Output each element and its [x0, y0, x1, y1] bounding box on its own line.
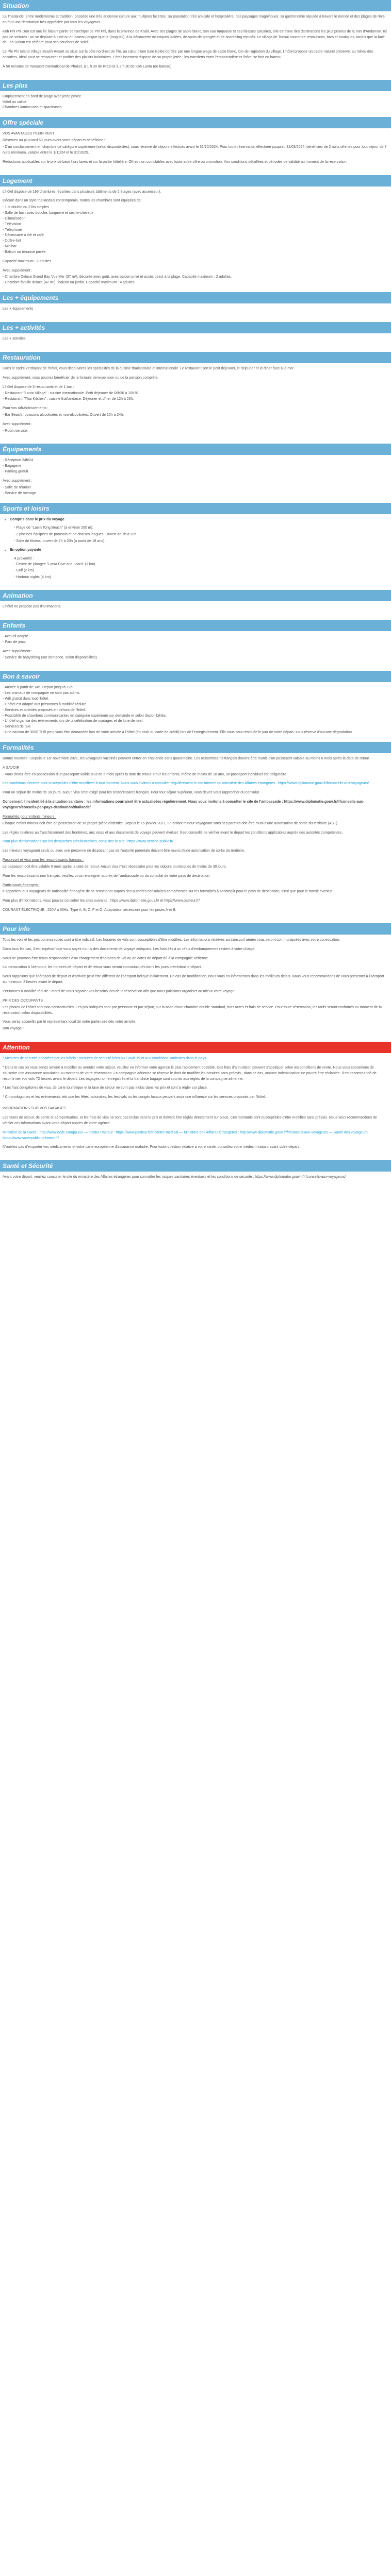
bon-a-savoir-item: - Arrivée à partir de 14h. Départ jusqu'à 12h.: [3, 686, 74, 690]
bon-a-savoir-item: - Wifi gratuit dans tout l'hôtel.: [3, 697, 50, 701]
logement-feature: - 1 lit double ou 2 lits simples: [3, 206, 49, 210]
logement-feature: - Nécessaire à thé et café: [3, 233, 44, 238]
les-plus-item: Hôtel au calme: [3, 100, 27, 104]
equipements-supplement-label: Avec supplément :: [3, 479, 32, 483]
sports-paid-item: - Golf (2 km).: [14, 569, 35, 573]
formalites-paragraph: - Vous devez être en possession d'un passeport valide plus de 6 mois après la date de retour. Pour les enfants, même de moins de 18 ans, un passeport individuel est obligatoire.: [3, 772, 287, 776]
section-les-plus-activites: [0, 333, 391, 352]
attention-paragraph: * Chronologiques et les événements tels que les fêtes nationales, les festivals ou les congés locaux peuvent avoir une influence sur les services proposés par l'hôtel.: [3, 1095, 266, 1099]
situation-paragraph-4: À 50 minutes de transport international de Phuket, à 1 h 30 de Krabi et à 2 h 30 de Koh Lanta (en bateau).: [3, 64, 173, 69]
section-title-les-plus: Les plus: [0, 80, 391, 91]
section-attention: [0, 1053, 391, 1160]
section-bon-a-savoir: [0, 682, 391, 742]
attention-bagages-heading: INFORMATIONS SUR VOS BAGAGES: [3, 1107, 66, 1111]
formalites-a-savoir: À SAVOIR: [3, 766, 20, 770]
offre-heading: VOS AVANTAGES PLEIN VENT: [3, 132, 55, 136]
formalites-paragraph: Le passeport doit être valable 6 mois après la date de retour. Aucun visa n'est nécessaire pour les séjours touristiques de moins de 30 jours.: [3, 865, 227, 869]
pour-info-heading: PRIX DES OCCUPANTS: [3, 998, 43, 1003]
restauration-paragraph-4: Pour vos rafraîchissements :: [3, 406, 48, 411]
offre-paragraph-1: Réservez au plus tard 60 jours avant votre départ et bénéficiez :: [3, 139, 105, 143]
section-les-plus: [0, 91, 391, 117]
section-restauration: [0, 363, 391, 444]
pour-info-paragraph: Dans tous les cas, il est impératif que vous soyez munis des documents de voyage adéquats. Les frais liés à un refus d'embarquement restent à votre charge.: [3, 947, 256, 951]
section-title-bon-a-savoir: Bon à savoir: [0, 671, 391, 682]
section-pour-info: [0, 935, 391, 1042]
formalites-paragraph: Bonne nouvelle ! Depuis le 1er novembre 2021, les voyageurs vaccinés peuvent entrer en Thaïlande sans quarantaine. Les ressortissants français doivent être munis d'un passeport valable au moins 6 mois après la date de retour.: [3, 756, 370, 760]
section-title-les-plus-equipements: Les + équipements: [0, 292, 391, 303]
formalites-paragraph: Pour les ressortissants non français, veuillez vous renseigner auprès de l'ambassade ou du consulat de votre pays de destination.: [3, 874, 210, 878]
equipement-item: - Bagagerie: [3, 464, 22, 468]
section-title-logement: Logement: [0, 175, 391, 187]
les-plus-activites-text: Les + activités: [3, 337, 26, 341]
sports-paid-item: - Harbour sights (4 km).: [14, 575, 52, 580]
logement-feature: - Salle de bain avec douche, baignoire et sèche-cheveux: [3, 211, 93, 215]
formalites-paragraph: Pour plus d'informations, vous pouvez consulter les sites suivants : https://www.diplomatie.gouv.fr/ et https://www.pasteur.fr/: [3, 899, 200, 903]
formalites-paragraph: Il appartient aux voyageurs de nationalité étrangère de se renseigner auprès des autorités consulaires compétentes sur les formalités à accomplir pour le pays de destination, ainsi que pour le transit éventuel.: [3, 890, 335, 894]
section-title-attention: Attention: [0, 1042, 391, 1053]
logement-paragraph-2: Décoré dans un style thaïlandais contemporain, toutes les chambres sont équipées de :: [3, 199, 143, 203]
pour-info-paragraph: Les photos de l'hôtel sont non contractuelles. Les prix indiqués sont par personne et par séjour, sur la base d'une chambre double standard, hors taxes et frais de service. Pour toute réservation, les tarifs seront confirmés au moment de la réservation selon disponibilités.: [3, 1005, 382, 1015]
sante-paragraph: Avant votre départ, veuillez consulter le site du ministère des Affaires étrangères pour connaître les risques sanitaires éventuels et les conditions de sécurité : https://www.diplomatie.gouv.fr/fr/conseils-aux-voyageurs/: [3, 1175, 346, 1179]
pour-info-paragraph: La convocation à l'aéroport, les horaires de départ et de retour vous seront communiqués dans les jours précédant le départ.: [3, 965, 202, 970]
pour-info-paragraph: Nous ne pouvons être tenus responsables d'un changement d'horaires de vol ou de dates de départ dû à la compagnie aérienne.: [3, 956, 209, 960]
bon-a-savoir-item: - L'hôtel organise des événements lors de la célébration de mariages et de lune de miel.: [3, 719, 143, 723]
section-sports-loisirs: [0, 514, 391, 590]
enfants-babysitting: - Service de babysitting (sur demande, selon disponibilités).: [3, 656, 98, 660]
bon-a-savoir-item: - Services de taxi.: [3, 725, 31, 729]
bon-a-savoir-item: - Possibilité de chambres communicantes en catégorie supérieure sur demande et selon disponibilités.: [3, 714, 167, 718]
les-plus-equipements-text: Les + équipements: [3, 307, 34, 311]
restauration-paragraph-1: Dans le cadre verdoyant de l'hôtel, vous découvrirez les spécialités de la cuisine thaïlandaise et internationale. Le restaurant sert le petit déjeuner, le déjeuner et le dîner face à la mer.: [3, 366, 295, 370]
restauration-paragraph-2: Avec supplément, vous pourrez bénéficier de la formule demi-pension ou de la pension complète.: [3, 376, 159, 380]
section-les-plus-equipements: [0, 303, 391, 322]
logement-supplement-label: Avec supplément :: [3, 268, 32, 273]
logement-feature: - Climatisation: [3, 216, 26, 221]
sports-included-heading: • Compris dans le prix du voyage: [10, 517, 388, 523]
attention-paragraph: N'oubliez pas d'emporter vos médicaments et votre carte européenne d'assurance maladie. Pour toute question relative à votre santé, consultez votre médecin traitant avant votre départ.: [3, 1145, 300, 1149]
section-offre-speciale: [0, 128, 391, 175]
equipement-paid-item: - Service de ménage: [3, 491, 36, 495]
equipement-paid-item: - Salle de réunion: [3, 485, 31, 489]
attention-paragraph: * Les frais obligatoires de visa, de carte touristique et la taxe de séjour ne sont pas inclus dans les prix et sont à régler sur place.: [3, 1086, 208, 1090]
animation-text: L'hôtel ne propose pas d'animations.: [3, 605, 61, 609]
logement-feature: - Télévision: [3, 222, 21, 226]
formalites-foreigners-heading: Participants étrangers :: [3, 883, 40, 887]
sports-included-item: - Plage de "Laem Tong Beach" (à environ 200 m).: [14, 526, 93, 530]
logement-option-2: - Chambre famille deluxe (42 m²) : balcon ou jardin. Capacité maximum : 4 adultes.: [3, 281, 136, 285]
restauration-supplement-label: Avec supplément :: [3, 422, 32, 426]
section-logement: [0, 187, 391, 293]
situation-paragraph-1: La Thaïlande, entre modernisme et tradition, possède une très ancienne culture aux multiples facettes. Sa population très amicale et hospitalière, des paysages magnifiques, sa gastronomie réputée à travers le monde et des plages de rêve en font une destination très appréciée par tous les voyageurs.: [3, 15, 385, 24]
pour-info-paragraph: Nous rappelons que l'aéroport de départ et d'arrivée peut être différent de l'aéroport indiqué initialement. En cas de modification, nous vous en informerons dans les meilleurs délais. Nous vous recommandons de vous présenter à l'aéroport au minimum 3 heures avant le départ.: [3, 975, 384, 985]
section-sante-securite: [0, 1172, 391, 1190]
section-title-sports-loisirs: Sports et loisirs: [0, 503, 391, 514]
section-title-restauration: Restauration: [0, 352, 391, 363]
restaurant-item: - Restaurant "Lanta Village" : cuisine internationale. Petit déjeuner de 06h30 à 10h30.: [3, 392, 139, 396]
sports-included-item: - Salle de fitness, ouvert de 7h à 20h (à partir de 18 ans).: [14, 539, 106, 544]
les-plus-item: Chambres lumineuses et spacieuses: [3, 106, 62, 110]
offre-paragraph-2: - D'un surclassement en chambre de catégorie supérieure (selon disponibilités), sous réserve de séjours effectués avant le 31/10/2024. Pour toute réservation effectuée jusqu'au 31/03/2024, bénéficiez de 2 nuits offertes pour tout séjour de 7 nuits minimum, valable entre le 1/11/24 et le 31/10/25.: [3, 145, 387, 155]
equipement-item: - Réception 24h/24: [3, 459, 34, 463]
formalites-paragraph: Chaque enfant mineur doit être en possession de sa propre pièce d'identité. Depuis le 15 janvier 2017, un enfant mineur voyageant sans ses parents doit être muni d'une autorisation de sortie du territoire (AST).: [3, 821, 338, 825]
restaurant-item: - Restaurant "Thai Kitchen" : cuisine thaïlandaise. Déjeuner et dîner de 12h à 23h.: [3, 397, 134, 401]
restauration-room-service: - Room service.: [3, 429, 28, 433]
formalites-paragraph: Les règles relatives au franchissement des frontières, aux visas et aux documents de voyage peuvent évoluer. Il est conseillé de vérifier avant le départ les conditions applicables auprès des autorités compétentes.: [3, 831, 343, 835]
situation-paragraph-2: Koh Phi Phi Don est une île faisant partie de l'archipel de Phi Phi, dans la province de Krabi. Avec ses plages de sable blanc, son eau turquoise et ses falaises calcaires, elle est l'une des destinations les plus prisées de la mer d'Andaman. Ici pas de voitures : on se déplace à pied ou en bateau longue-queue (long tail), à la découverte de criques isolées, de spots de plongée et de snorkeling réputés. Le village de Tonsai concentre restaurants, bars et boutiques, tandis que la baie de Loh Dalum est célèbre pour ses couchers de soleil.: [3, 29, 387, 45]
sports-paid-item: - Centre de plongée "Lanta Dive and Learn" (1 km).: [14, 562, 96, 566]
situation-paragraph-3: Le Phi Phi Island Village Beach Resort se situe sur la côte nord-est de l'île, au cœur d'une baie isolée bordée par une longue plage de sable blanc, loin de l'agitation du village. L'hôtel propose un cadre naturel préservé, au milieu des cocotiers, idéal pour se ressourcer et profiter des plaisirs balnéaires. L'établissement dispose de sa propre jetée ; les transferts entre l'embarcadère et l'hôtel se font en bateau.: [3, 50, 373, 60]
logement-option-1: - Chambre Deluxe Grand Bay Vue Mer (37 m²), décorée avec goût, avec balcon privé et accès direct à la plage. Capacité maximum : 2 adultes.: [3, 275, 232, 279]
product-sheet: [0, 0, 391, 1190]
section-animation: [0, 601, 391, 620]
enfants-item: - Accueil adapté.: [3, 634, 29, 638]
attention-health-links[interactable]: Ministère de la Santé : http://www.ecdc.europa.eu/ — Institut Pasteur : https://www.pasteur.fr/fr/centre-medical — Ministère des Affaires Étrangères : http://www.diplomatie.gouv.fr/fr/conseils-aux-voyageurs — Santé des voyageurs : https://www.santepubliquefrance.fr/: [3, 1130, 370, 1140]
equipement-item: - Parking gratuit: [3, 470, 28, 474]
formalites-covid-notice: Concernant l'incident lié à la situation sanitaire : les informations pourraient être actualisées régulièrement. Nous vous invitons à consulter le site de l'ambassade : https://www.diplomatie.gouv.fr/fr/conseils-aux-voyageurs/conseils-par-pays-destination/thailande/: [3, 800, 364, 809]
formalites-paragraph: Pour un séjour de moins de 30 jours, aucun visa n'est exigé pour les ressortissants français. Pour tout séjour supérieur, vous devez vous rapprocher du consulat.: [3, 791, 260, 795]
section-enfants: [0, 631, 391, 671]
section-title-sante-securite: Santé et Sécurité: [0, 1160, 391, 1172]
attention-paragraph: * Dans le cas où vous seriez amené à modifier ou annuler votre séjour, veuillez en informer votre agence le plus rapidement possible. Des frais d'annulation peuvent s'appliquer selon les conditions de vente. Nous vous conseillons de souscrire une assurance annulation au moment de votre réservation. La compagnie aérienne se réserve le droit de modifier les horaires sans préavis ; dans ce cas, aucune indemnisation ne pourra être réclamée. Il est recommandé de reconfirmer vos vols 72 heures avant le départ. Les bagages non enregistrés et la franchise bagage sont soumis aux règles de la compagnie aérienne.: [3, 1065, 377, 1081]
attention-paragraph: Les taxes de séjour, de sortie et aéroportuaires, et les frais de visa ne sont pas inclus dans le prix et doivent être réglés directement sur place. Ces montants sont susceptibles d'être modifiés sans préavis. Nous vous recommandons de vérifier ces informations avant votre départ auprès de votre agence.: [3, 1115, 377, 1125]
section-title-equipements: Équipements: [0, 444, 391, 455]
offre-paragraph-3: Réductions applicables sur le prix de base hors taxes et sur la partie hôtelière. Offres non cumulables avec toute autre offre ou promotion. Voir conditions détaillées et périodes de validité au moment de la réservation.: [3, 160, 348, 164]
section-situation: [0, 11, 391, 80]
bon-a-savoir-item: - Une caution de 3000 THB peut vous être demandée lors de votre arrivée à l'hôtel (en cash ou carte de crédit) lors de l'enregistrement. Elle vous sera restituée le jour de votre départ, sous réserve d'aucune dégradation.: [3, 731, 353, 735]
formalites-electricity: COURANT ÉLECTRIQUE : 220V à 50Hz. Type A, B, C, F et O. Adaptateur nécessaire pour les prises A et B.: [3, 908, 176, 912]
formalites-passport-heading: Passeport et Visa pour les ressortissants français :: [3, 858, 84, 862]
sports-nearby-label: A proximité :: [14, 556, 34, 561]
logement-feature: - Balcon ou terrasse privée: [3, 250, 46, 254]
pour-info-paragraph: Tous les vols et les prix communiqués sont à titre indicatif. Les horaires de vols sont susceptibles d'être modifiés. Les informations relatives au transport aérien vous seront communiquées avec votre convocation.: [3, 938, 340, 942]
attention-covid-link[interactable]: * Mesures de sécurité adoptées par les hôtels : mesures de sécurité liées au Covid-19 et aux conditions sanitaires dans le pays.: [3, 1057, 207, 1061]
formalites-mae-link[interactable]: Les conditions d'entrée sont susceptibles d'être modifiées à tout moment. Nous vous invitons à consulter régulièrement le site internet du ministère des Affaires étrangères : https://www.diplomatie.gouv.fr/fr/conseils-aux-voyageurs/: [3, 782, 369, 786]
logement-feature: - Coffre-fort: [3, 239, 21, 243]
logement-feature: - Téléphone: [3, 228, 22, 232]
restauration-paragraph-5: - Bar Beach : boissons alcoolisées et non-alcoolisées. Ouvert de 10h à 24h.: [3, 413, 124, 417]
logement-feature: - Minibar: [3, 245, 17, 249]
formalites-minors-heading: Formalités pour enfants mineurs :: [3, 815, 57, 819]
section-title-pour-info: Pour info: [0, 923, 391, 935]
section-equipements: [0, 455, 391, 502]
section-formalites: [0, 753, 391, 923]
bon-a-savoir-item: - Services et activités proposés en dehors de l'hôtel.: [3, 708, 86, 712]
logement-paragraph-1: L'hôtel dispose de 196 chambres réparties dans plusieurs bâtiments de 2 étages (avec ascenseur).: [3, 190, 161, 194]
section-title-enfants: Enfants: [0, 620, 391, 631]
sports-included-item: - 2 piscines équipées de parasols et de chaises longues. Ouvert de 7h à 20h.: [14, 533, 138, 537]
sports-paid-heading: • En option payante: [10, 548, 388, 553]
logement-capacity: Capacité maximum : 2 adultes.: [3, 259, 53, 263]
pour-info-paragraph: Personnes à mobilité réduite : merci de nous signaler vos besoins lors de la réservation afin que nous puissions organiser au mieux votre voyage.: [3, 990, 236, 993]
enfants-supplement-label: Avec supplément :: [3, 649, 32, 653]
section-title-les-plus-activites: Les + activités: [0, 322, 391, 333]
pour-info-closing: Bon voyage !: [3, 1027, 24, 1031]
restauration-paragraph-3: L'hôtel dispose de 3 restaurants et de 1 bar :: [3, 385, 74, 389]
bon-a-savoir-item: - L'hôtel est adapté aux personnes à mobilité réduite.: [3, 702, 88, 706]
bon-a-savoir-item: - Les animaux de compagnie ne sont pas admis.: [3, 691, 80, 696]
section-title-offre-speciale: Offre spéciale: [0, 117, 391, 128]
section-title-situation: Situation: [0, 0, 391, 11]
section-title-animation: Animation: [0, 590, 391, 601]
pour-info-paragraph: Vous serez accueillis par le représentant local de notre partenaire dès votre arrivée.: [3, 1020, 137, 1024]
les-plus-item: Emplacement en bord de plage avec jetée privée: [3, 94, 82, 98]
enfants-item: - Parc de jeux.: [3, 640, 26, 644]
formalites-paragraph: Les mineurs voyageant seuls ou avec une personne ne disposant pas de l'autorité parentale doivent être munis d'une autorisation de sortie du territoire.: [3, 849, 246, 853]
formalites-service-public-link[interactable]: Pour plus d'informations sur les démarches administratives, consultez le site : https://www.service-public.fr/: [3, 840, 173, 844]
section-title-formalites: Formalités: [0, 742, 391, 753]
